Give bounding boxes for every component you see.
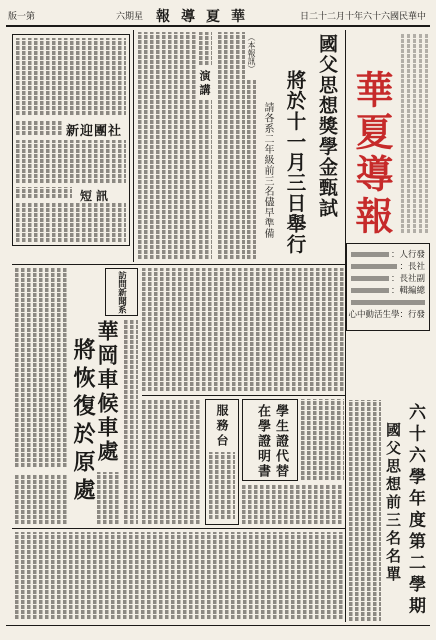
- article-body-text: [142, 268, 344, 392]
- bus-story-text: [97, 472, 121, 525]
- staff-name-text: [351, 276, 389, 281]
- honor-list-headline: 六十六學年度第二學期: [405, 403, 425, 618]
- section-rule: [142, 395, 345, 396]
- staff-name-text: [351, 264, 397, 269]
- article-body-text: [15, 532, 344, 620]
- masthead-info-text: [401, 34, 429, 234]
- notice-ad-box: [242, 399, 298, 481]
- short-news-heading: 短訊: [80, 189, 113, 203]
- service-desk-heading: 服務台: [215, 404, 229, 449]
- staff-name-text: [351, 288, 389, 293]
- lead-subhead: 請各系二年級前三名儘早準備: [262, 102, 273, 239]
- news-box-heading: 訪問新聞系: [116, 271, 127, 314]
- lead-headline: 國父思想獎學金甄試: [316, 34, 338, 219]
- staff-row: [351, 248, 425, 260]
- service-desk-box: [205, 399, 239, 525]
- bus-story-text: [124, 320, 138, 525]
- staff-row: [351, 272, 425, 284]
- bus-headline: 華岡車候車處: [95, 320, 120, 464]
- lecture-heading: 演講: [198, 70, 211, 98]
- staff-box: [346, 243, 430, 331]
- bus-headline-2: 將恢復於原處: [70, 338, 96, 506]
- bus-story-text: [15, 268, 69, 468]
- staff-publisher: 發行：學生活動中心: [348, 310, 425, 320]
- article-body-text: [301, 399, 344, 481]
- honor-list-names: [349, 400, 381, 622]
- article-body-text: [142, 399, 202, 525]
- staff-label: 總編輯：: [390, 286, 425, 296]
- lecture-story-text: [138, 32, 196, 260]
- short-news-text: [16, 203, 126, 243]
- column-rule: [133, 30, 134, 262]
- club-news-text: [16, 140, 126, 184]
- lead-story-text: [218, 32, 245, 260]
- notice-ad-text: 學生證代替在學證明書: [255, 404, 288, 479]
- news-box: [105, 268, 138, 316]
- footer-rule: [6, 625, 430, 626]
- lead-dateline: （本報訊）: [247, 33, 256, 73]
- lead-headline-2: 將於十一月三日舉行: [283, 70, 307, 255]
- club-news-heading: 社團迎新: [66, 124, 123, 139]
- section-rule: [12, 264, 345, 265]
- article-body-text: [242, 485, 344, 525]
- staff-name-text: [351, 252, 389, 257]
- club-news-text: [16, 120, 62, 136]
- lecture-story-text: [199, 32, 212, 66]
- staff-label: 社長：: [399, 262, 425, 272]
- club-news-text: [16, 38, 126, 116]
- masthead-title: 華夏導報: [349, 70, 394, 238]
- weekday-label: 星期六: [116, 12, 144, 22]
- header-paper-name: 華夏導報: [156, 9, 256, 25]
- short-news-text: [16, 187, 72, 199]
- staff-row: [351, 260, 425, 272]
- header-date: 中華民國六十六年十月二十二日: [300, 12, 427, 22]
- staff-row: [351, 284, 425, 296]
- bus-story-text: [15, 474, 69, 525]
- header-rule: [6, 25, 430, 27]
- staff-row: [348, 308, 425, 320]
- honor-list-headline-2: 國父思想前三名名單: [384, 422, 402, 584]
- section-rule: [12, 528, 345, 529]
- lecture-story-text: [199, 100, 212, 260]
- staff-name-text: [351, 300, 425, 305]
- service-desk-text: [209, 452, 235, 520]
- lead-story-text: [247, 80, 256, 260]
- edition-label: 第一版: [8, 12, 36, 22]
- staff-label: 副社長：: [390, 274, 425, 284]
- staff-label: 發行人：: [390, 250, 425, 260]
- staff-row: [351, 296, 425, 308]
